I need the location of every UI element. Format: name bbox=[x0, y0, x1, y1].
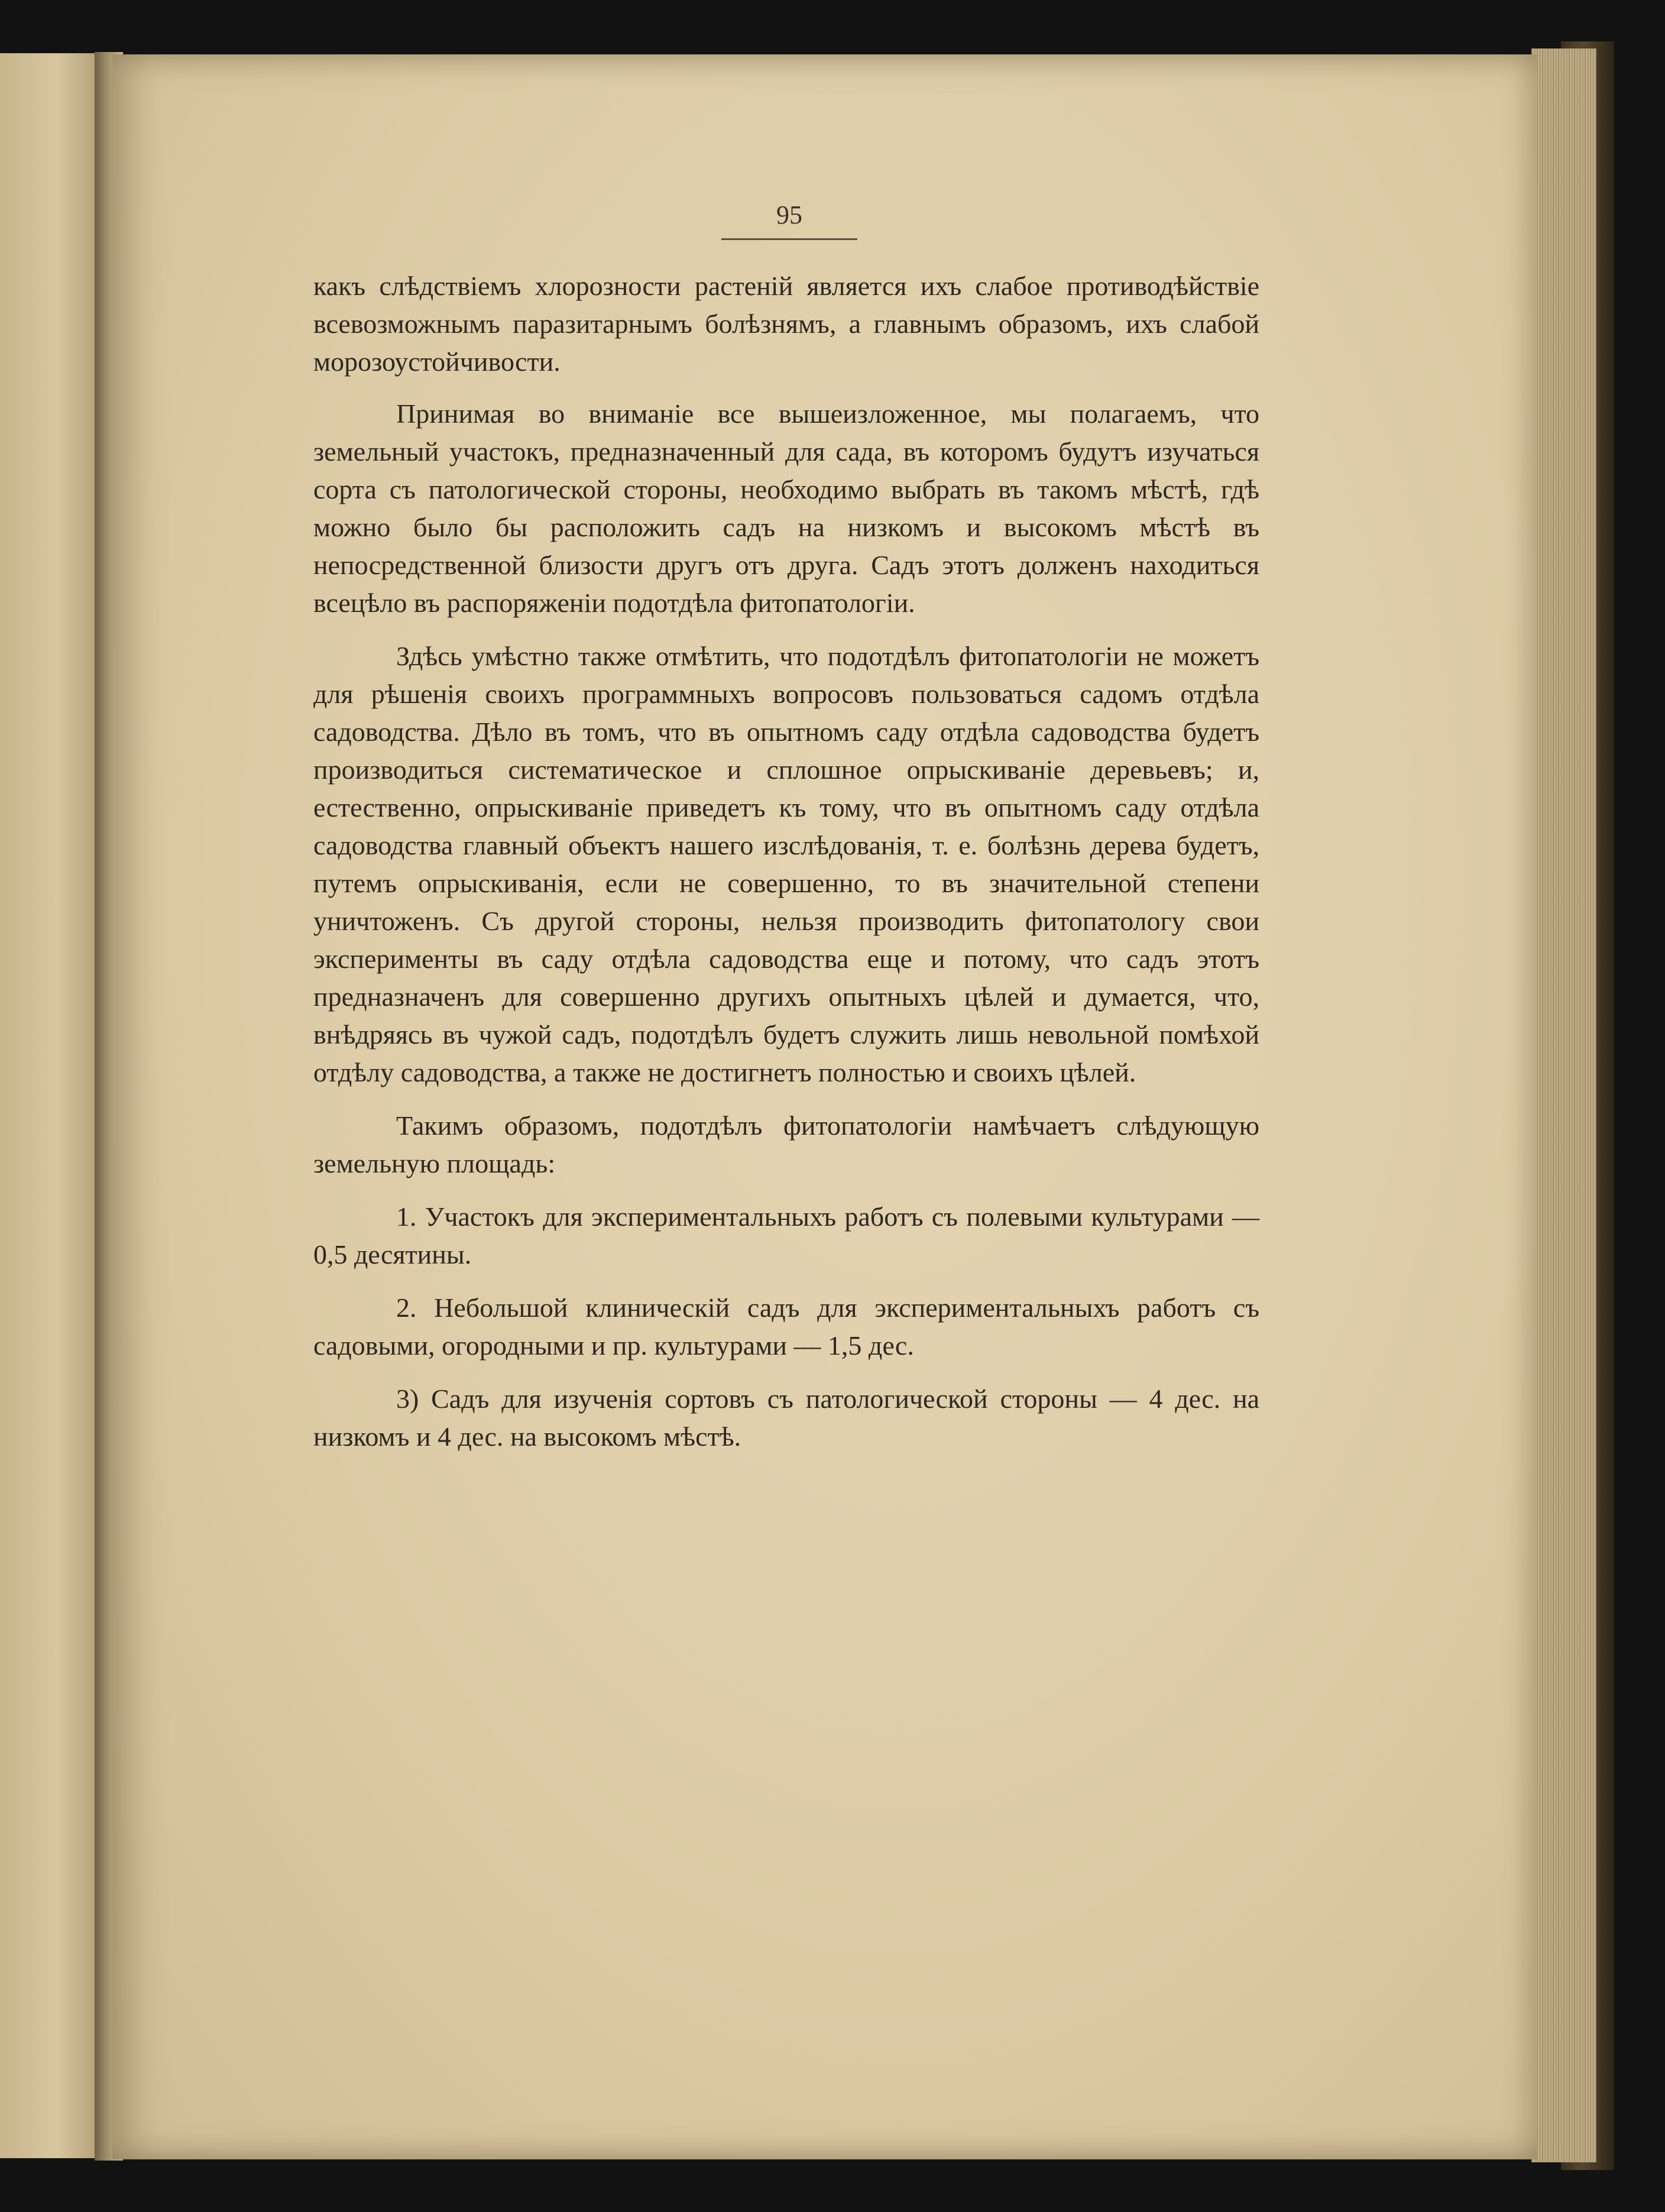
list-item-1: 1. Участокъ для экспериментальныхъ работъ съ полевыми культурами — 0,5 десятины. bbox=[313, 1201, 1259, 1269]
left-page-edge bbox=[0, 53, 103, 2158]
list-item-2: 2. Небольшой клиническій садъ для экспериментальныхъ работъ съ садовыми, огородными и пр. культурами — 1,5 дес. bbox=[313, 1293, 1259, 1361]
page-stack-edges bbox=[1531, 48, 1596, 2162]
paragraph-summary: Такимъ образомъ, подотдѣлъ фитопатологіи намѣчаетъ слѣдующую земельную площадь: bbox=[313, 1110, 1259, 1178]
paragraph-land-plot: Принимая во вниманіе все вышеизложенное, мы полагаемъ, что земельный участокъ, предназначенный для сада, въ которомъ будутъ изучаться сорта съ патологической стороны, необходимо выбрать въ такомъ мѣстѣ, гдѣ можно было бы расположить садъ на низкомъ и высокомъ мѣстѣ въ непосредственной близости другъ отъ друга. Садъ этотъ долженъ находиться всецѣло въ распоряженіи подотдѣла фитопатологіи. bbox=[313, 399, 1259, 618]
page-number: 95 bbox=[721, 200, 857, 240]
page-text bbox=[313, 267, 1259, 1471]
paragraph-continuation: какъ слѣдствіемъ хлорозности растеній является ихъ слабое противодѣйствіе всевозможнымъ паразитарнымъ болѣзнямъ, а главнымъ образомъ, ихъ слабой морозоустойчивости. bbox=[313, 271, 1259, 377]
paragraph-phytopathology: Здѣсь умѣстно также отмѣтить, что подотдѣлъ фитопатологіи не можетъ для рѣшенія своихъ программныхъ вопросовъ пользоваться садомъ отдѣла садоводства. Дѣло въ томъ, что въ опытномъ саду отдѣла садоводства будетъ производиться систематическое и сплошное опрыскиваніе деревьевъ; и, естественно, опрыскиваніе приведетъ къ тому, что въ опытномъ саду отдѣла садоводства главный объектъ нашего изслѣдованія, т. е. болѣзнь дерева будетъ, путемъ опрыскиванія, если не совершенно, то въ значительной степени уничтоженъ. Съ другой стороны, нельзя производить фитопатологу свои эксперименты въ саду отдѣла садоводства еще и потому, что садъ этотъ предназначенъ для совершенно другихъ опытныхъ цѣлей и думается, что, внѣдряясь въ чужой садъ, подотдѣлъ будетъ служить лишь невольной помѣхой отдѣлу садоводства, а также не достигнетъ полностью и своихъ цѣлей. bbox=[313, 641, 1259, 1087]
list-item-3: 3) Садъ для изученія сортовъ съ патологической стороны — 4 дес. на низкомъ и 4 дес. на высокомъ мѣстѣ. bbox=[313, 1384, 1259, 1452]
